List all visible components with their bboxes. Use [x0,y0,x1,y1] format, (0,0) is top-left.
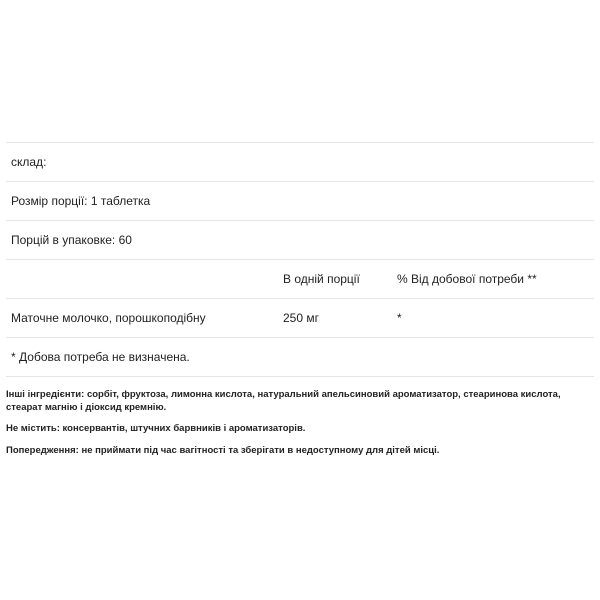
ingredient-amount: 250 мг [283,311,319,325]
serving-size-row [6,182,594,221]
warnings-note: Попередження: не приймати під час вагітності та зберігати в недоступному для дітей місці. [6,444,440,456]
ingredient-daily-value: * [397,311,402,325]
servings-per-container: Порцій в упаковке: 60 [11,233,132,247]
product-notes [6,389,566,466]
composition-heading-row [6,143,594,182]
header-per-serving: В одній порції [283,272,360,286]
free-from-note: Не містить: консервантів, штучних барвників і ароматизаторів. [6,423,306,434]
composition-heading: склад: [11,155,47,169]
daily-value-footnote: * Добова потреба не визначена. [11,350,190,364]
header-daily-value: % Від добової потреби ** [397,272,537,286]
other-ingredients-note: Інші інгредієнти: сорбіт, фруктоза, лимонна кислота, натуральний апельсиновий ароматизатор, стеаринова кислота, стеарат магнію і діоксид кремнію. [6,389,561,413]
footnote-row [6,338,594,377]
supplement-facts-table [6,142,594,377]
servings-per-container-row [6,221,594,260]
ingredient-name: Маточне молочко, порошкоподібну [11,311,206,325]
serving-size: Розмір порції: 1 таблетка [11,194,151,208]
table-header-row [6,260,594,299]
table-row [6,299,594,338]
